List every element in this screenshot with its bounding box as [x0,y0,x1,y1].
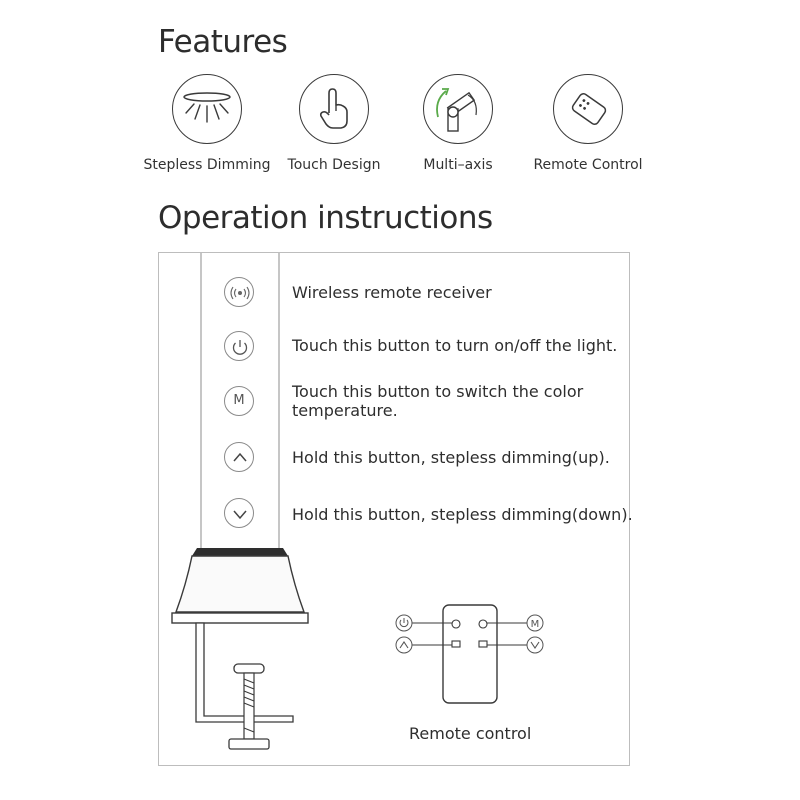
feature-label: Remote Control [533,157,643,173]
dim-down-button[interactable] [224,498,254,528]
power-button[interactable] [224,331,254,361]
power-icon [225,332,255,362]
remote-m-label: M [530,619,540,630]
instruction-text: Hold this button, stepless dimming(down). [292,505,633,524]
feature-label: Stepless Dimming [143,157,271,173]
remote-m-key [527,615,543,631]
dim-up-button[interactable] [224,442,254,472]
remote-control-caption: Remote control [409,724,532,743]
wireless-receiver-icon [224,277,254,307]
instruction-text: Wireless remote receiver [292,283,492,302]
remote-power-key [396,615,412,631]
chevron-down-icon [225,499,255,529]
instruction-text: Touch this button to switch the color temperature. [292,382,584,420]
features-title: Features [158,24,288,60]
instruction-text: Hold this button, stepless dimming(up). [292,448,610,467]
mode-button-label: M [233,393,245,408]
feature-label: Multi–axis [423,157,493,173]
chevron-up-icon [225,443,255,473]
mode-button[interactable] [224,386,254,416]
feature-label: Touch Design [287,157,381,173]
operation-instructions-title: Operation instructions [158,200,493,236]
remote-down-key [527,637,543,653]
remote-up-key [396,637,412,653]
instruction-text: Touch this button to turn on/off the light. [292,336,618,355]
